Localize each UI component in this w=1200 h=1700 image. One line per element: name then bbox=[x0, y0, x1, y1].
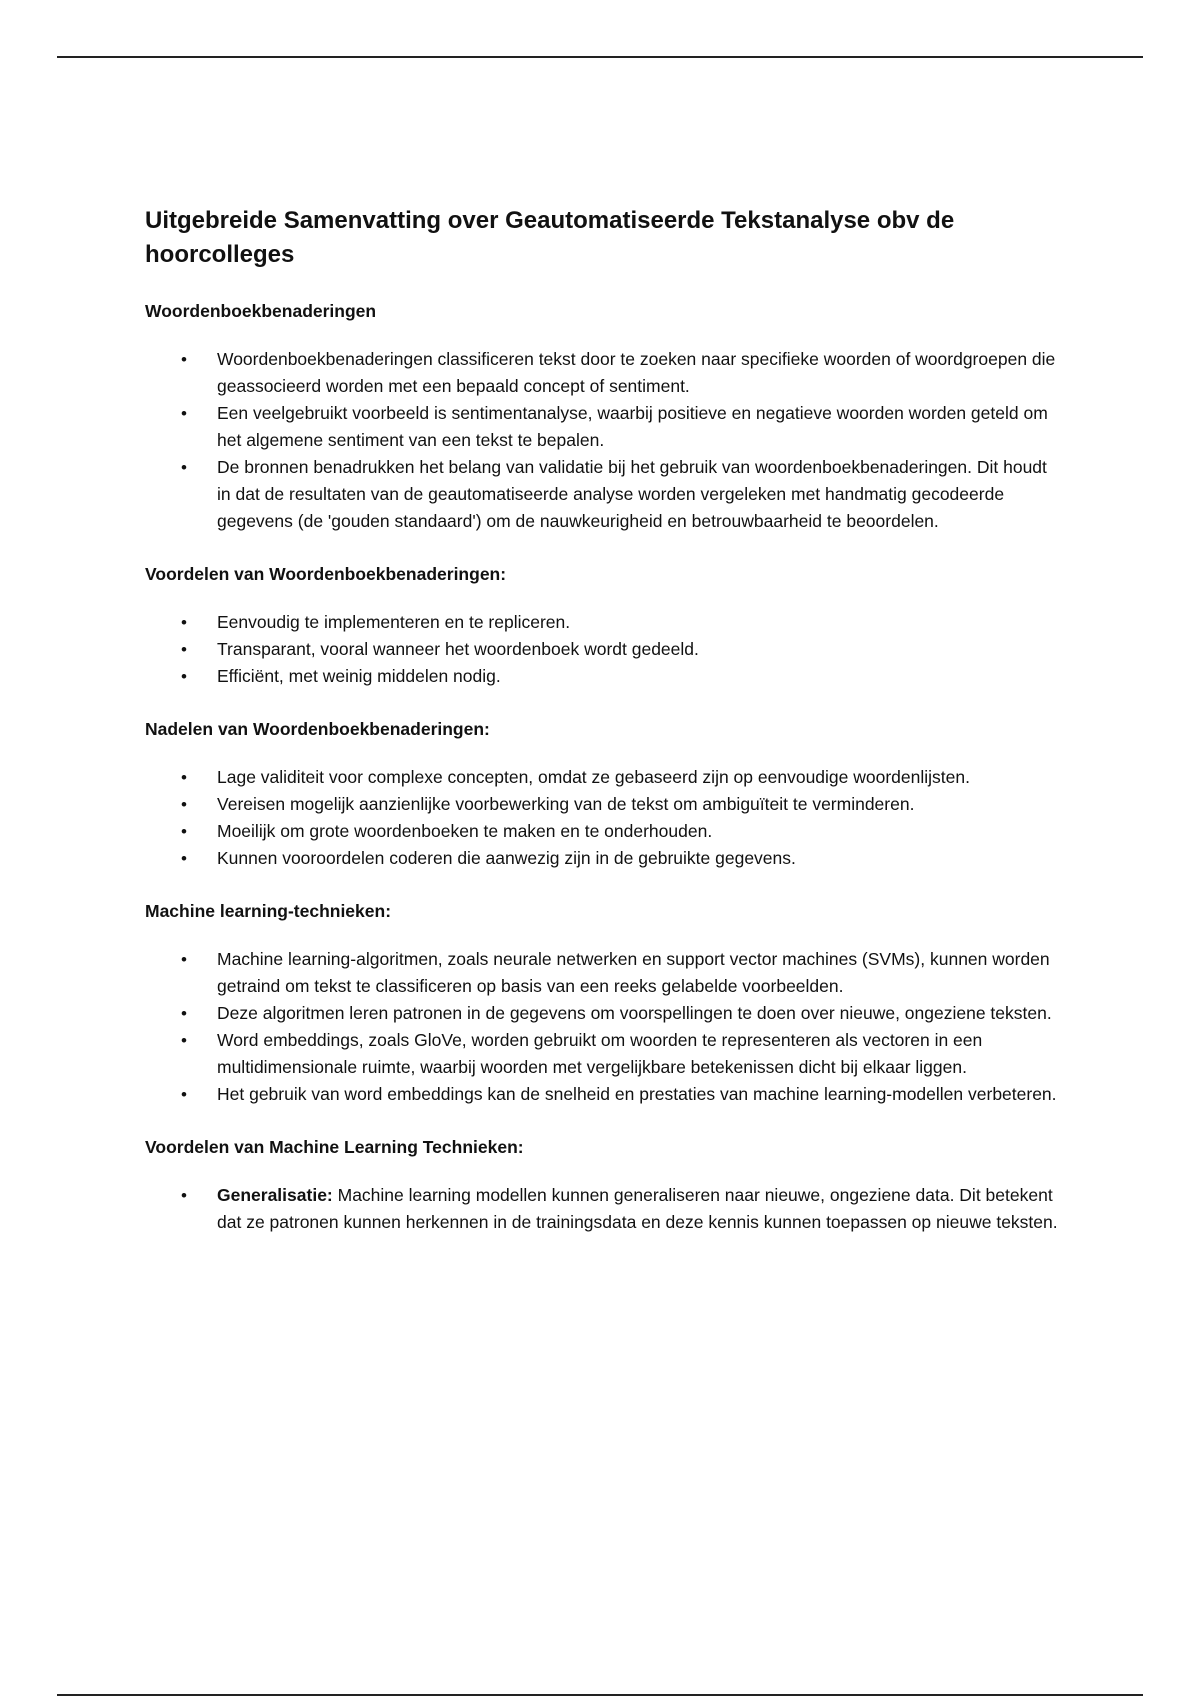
section-heading: Voordelen van Woordenboekbenaderingen: bbox=[145, 564, 507, 584]
bullet-icon: • bbox=[181, 1186, 187, 1205]
list-item-text: Eenvoudig te implementeren en te repliceren. bbox=[217, 612, 571, 632]
section-heading: Woordenboekbenaderingen bbox=[145, 301, 377, 321]
bullet-icon: • bbox=[181, 667, 187, 686]
bullet-icon: • bbox=[181, 1031, 187, 1050]
bullet-icon: • bbox=[181, 1004, 187, 1023]
bullet-icon: • bbox=[181, 613, 187, 632]
list-item bbox=[145, 946, 1065, 1000]
list-item-text: Transparant, vooral wanneer het woordenboek wordt gedeeld. bbox=[217, 639, 699, 659]
bullet-list bbox=[145, 1182, 1065, 1236]
list-item-text: Deze algoritmen leren patronen in de gegevens om voorspellingen te doen over nieuwe, ongeziene teksten. bbox=[217, 1003, 1052, 1023]
bullet-list bbox=[145, 609, 1065, 690]
header-rule bbox=[57, 56, 1143, 58]
section-heading: Nadelen van Woordenboekbenaderingen: bbox=[145, 719, 490, 739]
list-item-text: Machine learning-algoritmen, zoals neurale netwerken en support vector machines (SVMs), kunnen worden getraind om tekst te classificeren op basis van een reeks gelabelde voorbeelden. bbox=[217, 949, 1050, 996]
list-item-lead: Generalisatie: bbox=[217, 1185, 333, 1205]
document-body bbox=[145, 204, 1065, 1262]
list-item bbox=[145, 791, 1065, 818]
list-item bbox=[145, 663, 1065, 690]
section-woordenboekbenaderingen bbox=[145, 298, 1065, 535]
list-item-text: Moeilijk om grote woordenboeken te maken en te onderhouden. bbox=[217, 821, 713, 841]
list-item bbox=[145, 346, 1065, 400]
list-item bbox=[145, 1182, 1065, 1236]
bullet-icon: • bbox=[181, 640, 187, 659]
list-item-text: Machine learning modellen kunnen generaliseren naar nieuwe, ongeziene data. Dit betekent dat ze patronen kunnen herkennen in de trainingsdata en deze kennis kunnen toepassen op nieuwe teksten. bbox=[217, 1185, 1058, 1232]
bullet-icon: • bbox=[181, 849, 187, 868]
bullet-icon: • bbox=[181, 950, 187, 969]
list-item-text: Een veelgebruikt voorbeeld is sentimentanalyse, waarbij positieve en negatieve woorden worden geteld om het algemene sentiment van een tekst te bepalen. bbox=[217, 403, 1048, 450]
list-item-text: Vereisen mogelijk aanzienlijke voorbewerking van de tekst om ambiguïteit te verminderen. bbox=[217, 794, 915, 814]
list-item bbox=[145, 818, 1065, 845]
document-title: Uitgebreide Samenvatting over Geautomatiseerde Tekstanalyse obv de hoorcolleges bbox=[145, 207, 955, 268]
bullet-icon: • bbox=[181, 795, 187, 814]
bullet-list bbox=[145, 346, 1065, 535]
list-item bbox=[145, 609, 1065, 636]
section-voordelen-machine-learning bbox=[145, 1134, 1065, 1236]
list-item-text: Lage validiteit voor complexe concepten, omdat ze gebaseerd zijn op eenvoudige woordenlijsten. bbox=[217, 767, 970, 787]
list-item-text: Kunnen vooroordelen coderen die aanwezig zijn in de gebruikte gegevens. bbox=[217, 848, 796, 868]
list-item-text: Woordenboekbenaderingen classificeren tekst door te zoeken naar specifieke woorden of woordgroepen die geassocieerd worden met een bepaald concept of sentiment. bbox=[217, 349, 1056, 396]
bullet-icon: • bbox=[181, 822, 187, 841]
list-item-text: Het gebruik van word embeddings kan de snelheid en prestaties van machine learning-modellen verbeteren. bbox=[217, 1084, 1057, 1104]
bullet-list bbox=[145, 764, 1065, 872]
list-item bbox=[145, 1081, 1065, 1108]
bullet-icon: • bbox=[181, 1085, 187, 1104]
footer-rule bbox=[57, 1694, 1143, 1696]
section-heading: Voordelen van Machine Learning Technieken: bbox=[145, 1137, 524, 1157]
list-item bbox=[145, 1027, 1065, 1081]
section-heading: Machine learning-technieken: bbox=[145, 901, 392, 921]
list-item bbox=[145, 400, 1065, 454]
bullet-list bbox=[145, 946, 1065, 1108]
bullet-icon: • bbox=[181, 458, 187, 477]
list-item-text: De bronnen benadrukken het belang van validatie bij het gebruik van woordenboekbenaderingen. Dit houdt in dat de resultaten van de geautomatiseerde analyse worden vergeleken met handmatig gecodeerde gegevens (de 'gouden standaard') om de nauwkeurigheid en betrouwbaarheid te beoordelen. bbox=[217, 457, 1047, 531]
list-item bbox=[145, 845, 1065, 872]
list-item bbox=[145, 1000, 1065, 1027]
section-nadelen-woordenboek bbox=[145, 716, 1065, 872]
bullet-icon: • bbox=[181, 404, 187, 423]
bullet-icon: • bbox=[181, 768, 187, 787]
list-item-text: Word embeddings, zoals GloVe, worden gebruikt om woorden te representeren als vectoren in een multidimensionale ruimte, waarbij woorden met vergelijkbare betekenissen dicht bij elkaar liggen. bbox=[217, 1030, 983, 1077]
bullet-icon: • bbox=[181, 350, 187, 369]
list-item bbox=[145, 454, 1065, 535]
list-item-text: Efficiënt, met weinig middelen nodig. bbox=[217, 666, 501, 686]
list-item bbox=[145, 764, 1065, 791]
section-machine-learning bbox=[145, 898, 1065, 1108]
list-item bbox=[145, 636, 1065, 663]
section-voordelen-woordenboek bbox=[145, 561, 1065, 690]
